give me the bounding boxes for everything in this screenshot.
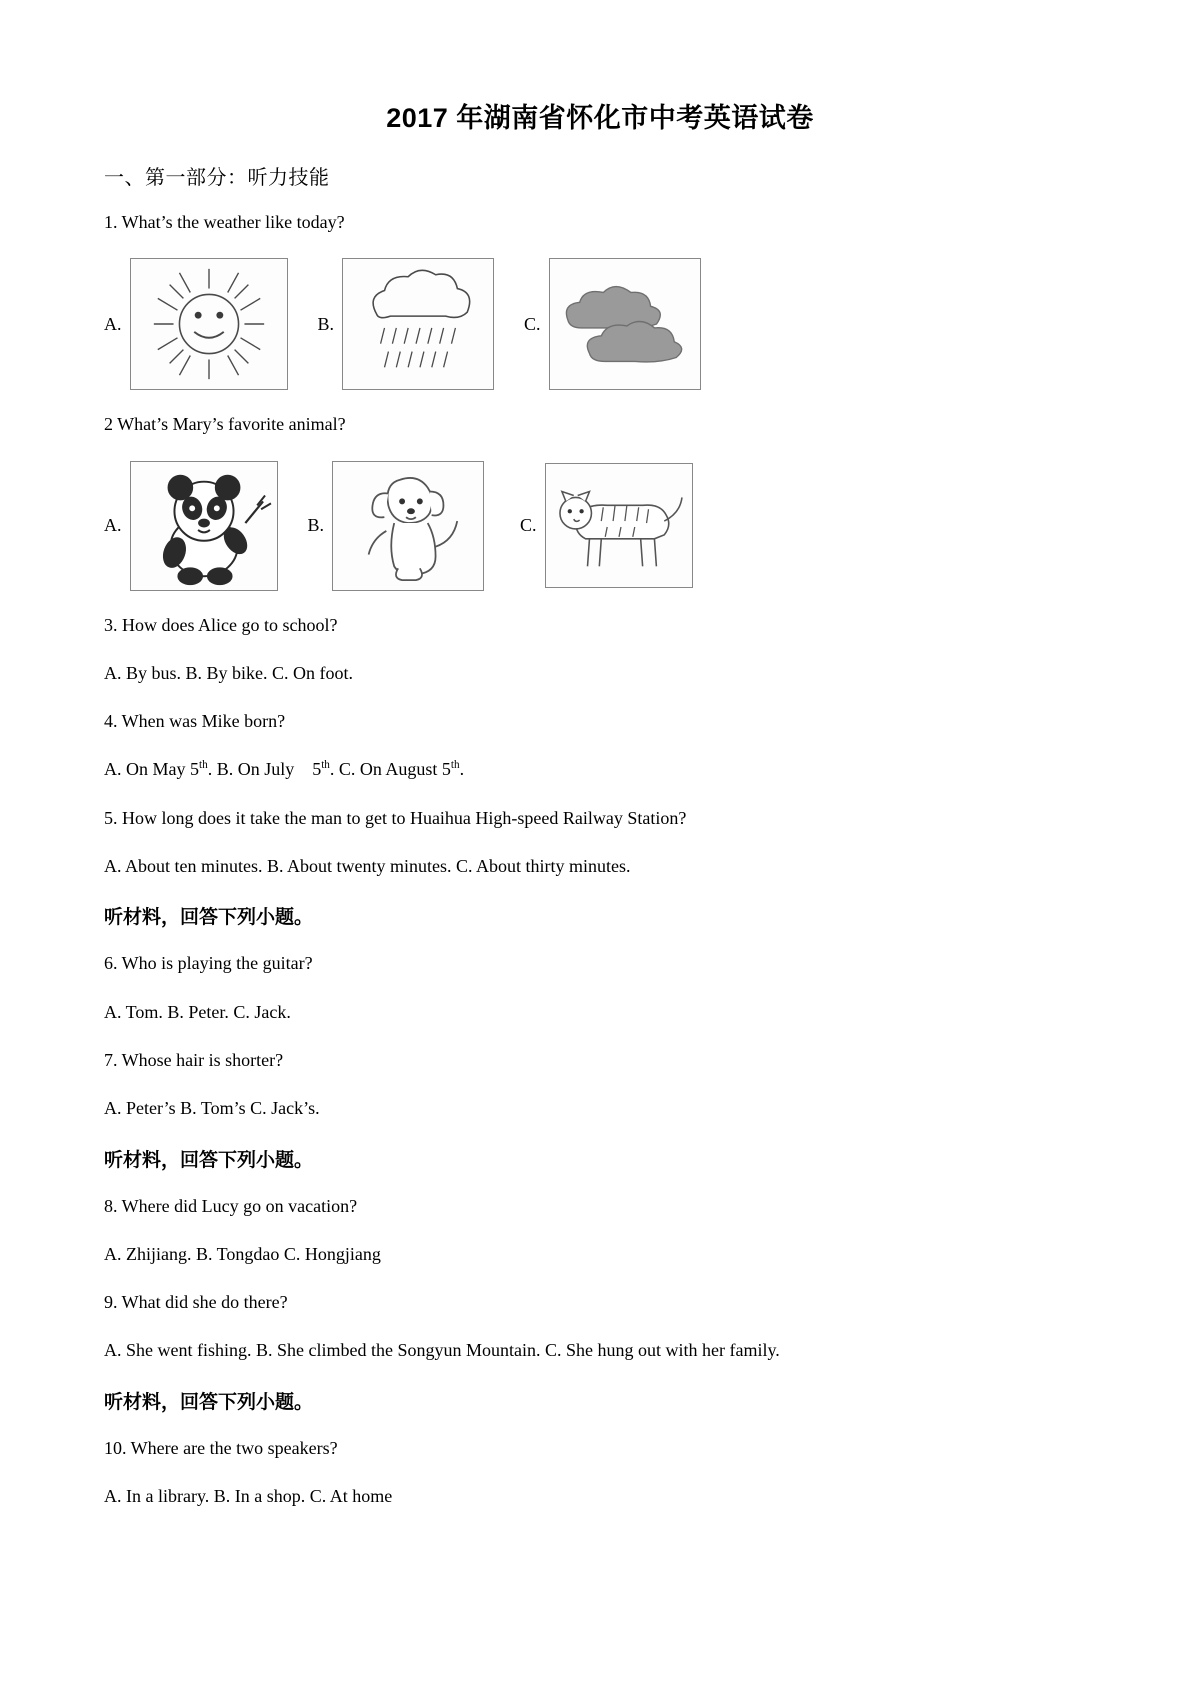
question-8-answers: A. Zhijiang. B. Tongdao C. Hongjiang — [104, 1243, 381, 1264]
option-label-a: A. — [104, 515, 122, 536]
listening-directive-2: 听材料，回答下列小题。 — [104, 1149, 314, 1171]
dog-picture — [332, 461, 484, 591]
question-10-answers: A. In a library. B. In a shop. C. At home — [104, 1486, 393, 1507]
section-heading: 一、第一部分：听力技能 — [104, 167, 330, 189]
q4-ans-part-3: 5 — [312, 759, 322, 780]
question-1-options — [104, 258, 1096, 390]
question-4-answers — [104, 757, 1096, 781]
question-2-text: 2 What’s Mary’s favorite animal? — [104, 414, 346, 435]
tiger-picture — [545, 463, 693, 588]
question-7-text: 7. Whose hair is shorter? — [104, 1049, 284, 1070]
q4-ans-part-4: . C. On August 5 — [329, 759, 451, 780]
q4-ans-part-1: A. On May 5 — [104, 759, 199, 780]
question-5-answers: A. About ten minutes. B. About twenty minutes. C. About thirty minutes. — [104, 856, 631, 877]
question-10-text: 10. Where are the two speakers? — [104, 1437, 338, 1458]
question-4-text: 4. When was Mike born? — [104, 711, 286, 732]
q4-ans-part-5: . — [459, 759, 465, 780]
question-7-answers: A. Peter’s B. Tom’s C. Jack’s. — [104, 1098, 320, 1119]
rain-cloud-picture — [342, 258, 494, 390]
clouds-picture — [549, 258, 701, 390]
option-label-c: C. — [520, 515, 537, 536]
q4-ans-sup-1: th — [199, 759, 208, 772]
option-label-b: B. — [317, 313, 335, 334]
question-2-options — [104, 461, 1096, 591]
q4-ans-part-2: . B. On July — [207, 759, 295, 780]
q4-ans-sup-3: th — [450, 759, 460, 772]
question-8-text: 8. Where did Lucy go on vacation? — [104, 1195, 358, 1216]
question-9-answers: A. She went fishing. B. She climbed the Songyun Mountain. C. She hung out with her family. — [104, 1340, 780, 1361]
listening-directive-1: 听材料，回答下列小题。 — [104, 907, 314, 929]
page-title: 2017 年湖南省怀化市中考英语试卷 — [386, 103, 814, 133]
option-label-a: A. — [104, 313, 122, 334]
question-1-text: 1. What’s the weather like today? — [104, 212, 345, 232]
sun-picture — [130, 258, 288, 390]
question-3-answers: A. By bus. B. By bike. C. On foot. — [104, 662, 354, 683]
question-6-text: 6. Who is playing the guitar? — [104, 953, 313, 974]
question-5-text: 5. How long does it take the man to get to Huaihua High-speed Railway Station? — [104, 807, 687, 828]
panda-picture — [130, 461, 278, 591]
listening-directive-3: 听材料，回答下列小题。 — [104, 1391, 314, 1413]
question-3-text: 3. How does Alice go to school? — [104, 614, 338, 635]
option-label-c: C. — [524, 313, 541, 334]
q4-ans-sup-2: th — [321, 759, 330, 772]
option-label-b: B. — [307, 515, 325, 536]
question-9-text: 9. What did she do there? — [104, 1292, 288, 1313]
question-6-answers: A. Tom. B. Peter. C. Jack. — [104, 1001, 291, 1022]
